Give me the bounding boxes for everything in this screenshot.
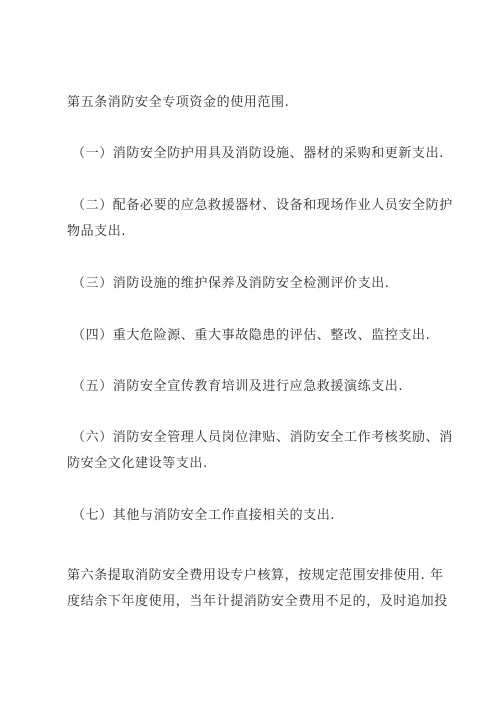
item-3 (72, 271, 452, 297)
item-7 (72, 503, 452, 529)
text-line: 度结余下年度使用，当年计提消防安全费用不足的，及时追加投 (67, 594, 448, 609)
item-4 (72, 323, 452, 349)
item-5 (72, 374, 452, 400)
text-line: （四）重大危险源、重大事故隐患的评估、整改、监控支出. (72, 328, 431, 343)
item-1 (72, 141, 452, 167)
item-6 (67, 425, 453, 477)
text-line: 物品支出. (67, 224, 127, 239)
article-6-paragraph (67, 563, 447, 615)
text-line: （一）消防安全防护用具及消防设施、器材的采购和更新支出. (72, 146, 444, 161)
item-2 (67, 193, 453, 245)
text-line: 第六条提取消防安全费用设专户核算，按规定范围安排使用. 年 (67, 568, 444, 583)
text-line: （七）其他与消防安全工作直接相关的支出. (72, 508, 336, 523)
text-line: （二）配备必要的应急救援器材、设备和现场作业人员安全防护 (72, 198, 453, 213)
text-line: 防安全文化建设等支出. (67, 456, 208, 471)
text-line: （六）消防安全管理人员岗位津贴、消防安全工作考核奖励、消 (72, 430, 453, 445)
article-5-heading (67, 90, 447, 116)
text-line: （五）消防安全宣传教育培训及进行应急救援演练支出. (72, 379, 404, 394)
text-line: 第五条消防安全专项资金的使用范围. (67, 95, 290, 110)
text-line: （三）消防设施的维护保养及消防安全检测评价支出. (72, 276, 390, 291)
